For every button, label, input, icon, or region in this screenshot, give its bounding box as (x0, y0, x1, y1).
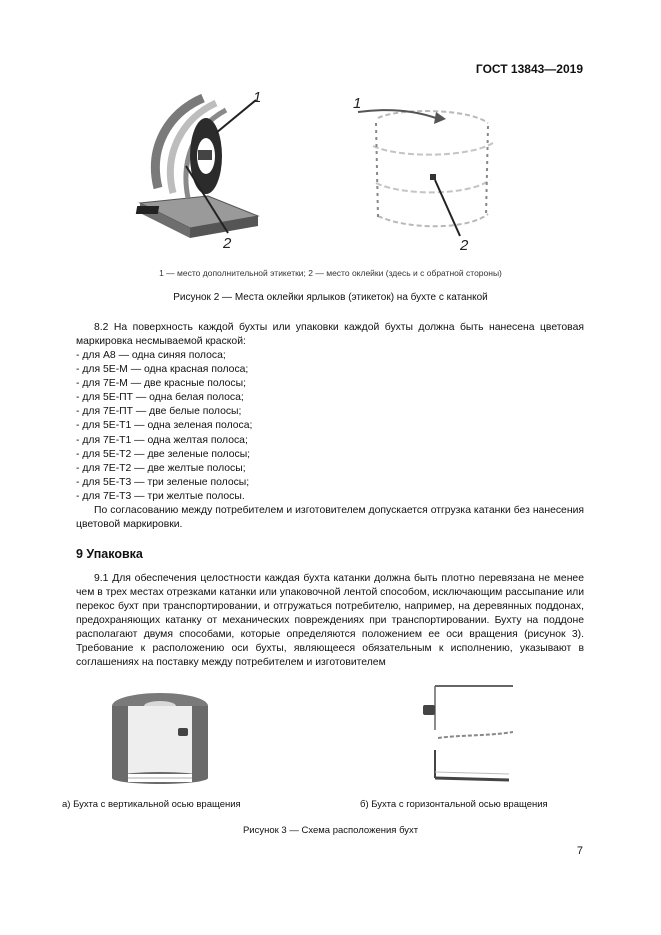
horizontal-axis-coil-illustration (413, 680, 513, 786)
list-item: - для 7Е-ПТ — две белые полосы; (76, 406, 242, 418)
page-number: 7 (576, 845, 583, 857)
list-item: - для 5Е-Т1 — одна зеленая полоса; (76, 420, 253, 432)
figure-3a-label: а) Бухта с вертикальной осью вращения (62, 799, 241, 810)
callout-2-left: 2 (223, 235, 232, 252)
list-item: - для 7Е-М — две красные полосы; (76, 378, 246, 390)
list-item: - для 7Е-Т1 — одна желтая полоса; (76, 434, 248, 446)
list-item: - для 5Е-Т2 — две зеленые полосы; (76, 448, 251, 460)
list-item: - для 7Е-Т3 — три желтые полосы. (76, 490, 245, 502)
callout-1-right: 1 (353, 95, 362, 112)
figure-2-caption: Рисунок 2 — Места оклейки ярлыков (этикеток) на бухте с катанкой (173, 292, 488, 303)
list-item: - для 7Е-Т2 — две желтые полосы; (76, 462, 246, 474)
vertical-axis-coil-illustration (108, 690, 212, 786)
section-9-heading: 9 Упаковка (76, 547, 143, 561)
callout-2-right: 2 (460, 237, 469, 254)
section-9-1-paragraph: 9.1 Для обеспечения целостности каждая бухта катанки должна быть плотно перевязана не менее чем в трех местах отрезками катанки или упаковочной лентой способом, исключающим рассыпание или перекос бухт при транспортировании, и отгружаться потребителю, например, на деревянных поддонах, предохраняющих катанку от механических повреждениях при транспортировании. Бухту на поддоне располагают двумя способами, которые определяются положением ее оси вращения (рисунок 3). Требование к расположению оси бухты, являющееся обязательным к исполнению, указывают в соглашениях на поставку между потребителем и изготовителем (76, 573, 584, 668)
color-marking-list (76, 349, 252, 504)
coil-on-pallet-illustration (128, 88, 278, 258)
figure-3b-label: б) Бухта с горизонтальной осью вращения (360, 799, 548, 810)
figure-2-legend: 1 — место дополнительной этикетки; 2 — место оклейки (здесь и с обратной стороны) (159, 268, 502, 278)
document-header: ГОСТ 13843—2019 (475, 62, 583, 76)
figure-3-caption: Рисунок 3 — Схема расположения бухт (242, 825, 419, 836)
section-8-2-intro: 8.2 На поверхность каждой бухты или упаковки каждой бухты должна быть нанесена цветовая маркировка несмываемой краской: (76, 322, 584, 347)
list-item: - для 5Е-М — одна красная полоса; (76, 364, 249, 376)
callout-1-left: 1 (253, 89, 262, 106)
list-item: - для А8 — одна синяя полоса; (76, 350, 226, 361)
section-8-2-note: По согласованию между потребителем и изготовителем допускается отгрузка катанки без нанесения цветовой маркировки. (76, 505, 584, 530)
list-item: - для 5Е-Т3 — три зеленые полосы; (76, 476, 250, 488)
coil-outline-illustration (348, 88, 518, 258)
list-item: - для 5Е-ПТ — одна белая полоса; (76, 392, 244, 404)
